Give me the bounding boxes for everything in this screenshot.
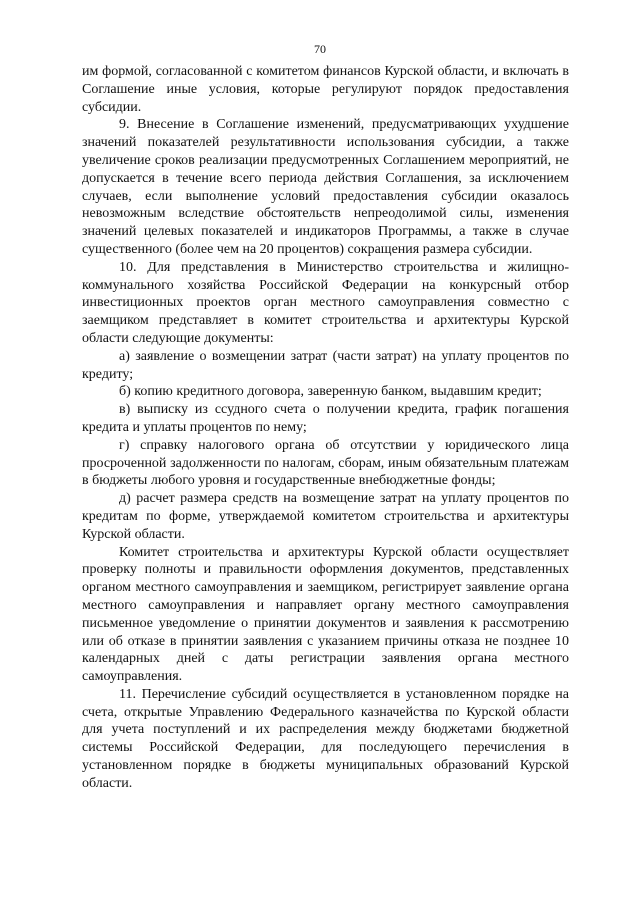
list-item-g: г) справку налогового органа об отсутствии у юридического лица просроченной задолженности по налогам, сборам, иным обязательным платежам в бюджеты любого уровня и государственные внебюджетные фонды; — [82, 437, 569, 489]
document-body — [82, 63, 569, 793]
paragraph-committee-review: Комитет строительства и архитектуры Курской области осуществляет проверку полноты и правильности оформления документов, представленных органом местного самоуправления и заемщиком, регистрирует заявление органа местного самоуправления и направляет органу местного самоуправления письменное уведомление о принятии документов и заявления к рассмотрению или об отказе в принятии заявления с указанием причины отказа не позднее 10 календарных дней с даты регистрации заявления органа местного самоуправления. — [82, 544, 569, 685]
list-item-d: д) расчет размера средств на возмещение затрат на уплату процентов по кредитам по форме, утверждаемой комитетом строительства и архитектуры Курской области. — [82, 491, 569, 542]
page-number: 70 — [314, 42, 326, 56]
paragraph-item-10: 10. Для представления в Министерство строительства и жилищно-коммунального хозяйства Российской Федерации на конкурсный отбор инвестиционных проектов орган местного самоуправления совместно с заемщиком представляет в комитет строительства и архитектуры Курской области следующие документы: — [82, 259, 569, 346]
paragraph-item-11: 11. Перечисление субсидий осуществляется в установленном порядке на счета, открытые Управлению Федерального казначейства по Курской области для учета поступлений и их распределения между бюджетами бюджетной системы Российской Федерации, для последующего перечисления в установленном порядке в бюджеты муниципальных образований Курской области. — [82, 686, 569, 791]
list-item-v: в) выписку из ссудного счета о получении кредита, график погашения кредита и уплаты процентов по нему; — [82, 402, 569, 435]
list-item-b: б) копию кредитного договора, заверенную банком, выдавшим кредит; — [119, 384, 542, 400]
paragraph-continuation: им формой, согласованной с комитетом финансов Курской области, и включать в Соглашение иные условия, которые регулируют порядок предоставления субсидии. — [82, 64, 569, 115]
list-item-a: а) заявление о возмещении затрат (части затрат) на уплату процентов по кредиту; — [82, 348, 569, 382]
paragraph-item-9: 9. Внесение в Соглашение изменений, предусматривающих ухудшение значений показателей результативности использования субсидии, а также увеличение сроков реализации предусмотренных Соглашением мероприятий, не допускается в течение всего периода действия Соглашения, за исключением случаев, если выполнение условий предоставления субсидии оказалось невозможным вследствие обстоятельств непреодолимой силы, изменения значений целевых показателей и индикаторов Программы, а также в случае существенного (более чем на 20 процентов) сокращения размера субсидии. — [82, 117, 569, 257]
